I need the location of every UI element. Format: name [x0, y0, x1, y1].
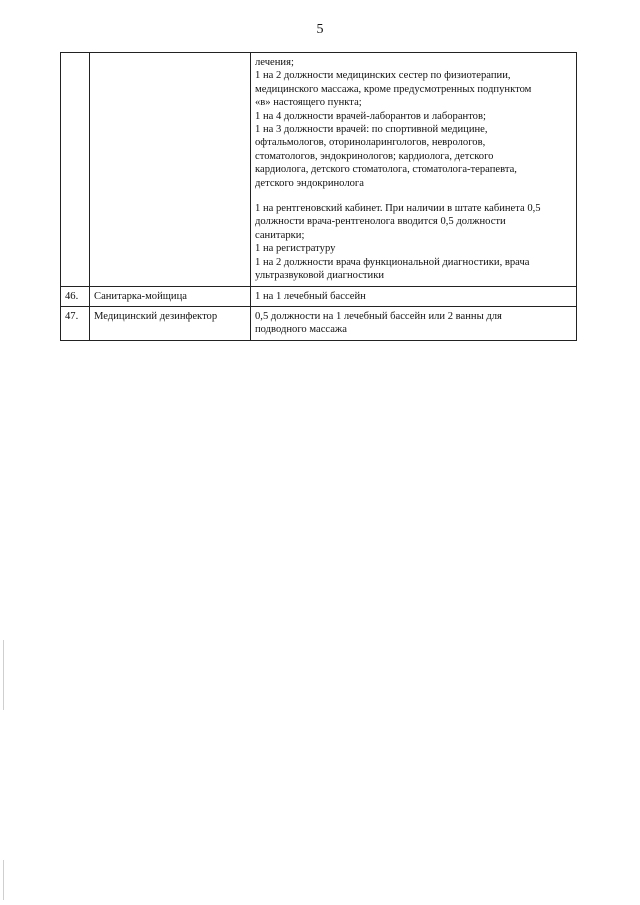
norm-line: ультразвуковой диагностики [255, 270, 385, 282]
norm-cell [251, 286, 577, 306]
row-number-cell: 47. [61, 306, 90, 340]
staffing-table [60, 52, 577, 341]
norm-line: 1 на 2 должности врача функциональной диагностики, врача [255, 256, 530, 268]
norm-line: лечения; [255, 57, 294, 68]
position-cell [90, 53, 251, 287]
norm-line: стоматологов, эндокринологов; кардиолога, детского [255, 150, 494, 162]
page-number: 5 [316, 22, 324, 37]
norm-line: 1 на 3 должности врачей: по спортивной медицине, [255, 124, 488, 136]
table-row-continuation [61, 53, 577, 287]
norm-line: 1 на 1 лечебный бассейн [255, 290, 366, 302]
table-row-46 [61, 286, 577, 306]
norm-cell [251, 53, 577, 287]
norm-line: подводного массажа [255, 324, 347, 336]
row-number-cell [61, 53, 90, 287]
norm-line: 0,5 должности на 1 лечебный бассейн или 2 ванны для [255, 310, 502, 322]
norm-line: детского эндокринолога [255, 177, 364, 189]
norm-line: 1 на 2 должности медицинских сестер по физиотерапии, [255, 70, 511, 82]
position-cell: Санитарка-мойщица [90, 286, 251, 306]
norm-line: медицинского массажа, кроме предусмотренных подпунктом [255, 83, 532, 95]
norm-line: 1 на 4 должности врачей-лаборантов и лаборантов; [255, 110, 486, 122]
scan-edge-mark [3, 640, 4, 710]
scan-edge-mark [3, 860, 4, 900]
position-cell: Медицинский дезинфектор [90, 306, 251, 340]
norm-line: 1 на рентгеновский кабинет. При наличии в штате кабинета 0,5 [255, 203, 541, 215]
norm-line: кардиолога, детского стоматолога, стоматолога-терапевта, [255, 164, 517, 176]
norm-line: 1 на регистратуру [255, 243, 336, 255]
row-number-cell: 46. [61, 286, 90, 306]
norm-cell [251, 306, 577, 340]
norm-line: «в» настоящего пункта; [255, 97, 362, 109]
norm-line: офтальмологов, оториноларингологов, неврологов, [255, 137, 486, 149]
norm-line: санитарки; [255, 229, 305, 241]
table-row-47 [61, 306, 577, 340]
norm-line: должности врача-рентгенолога вводится 0,5 должности [255, 216, 506, 228]
paragraph-gap [255, 190, 572, 202]
